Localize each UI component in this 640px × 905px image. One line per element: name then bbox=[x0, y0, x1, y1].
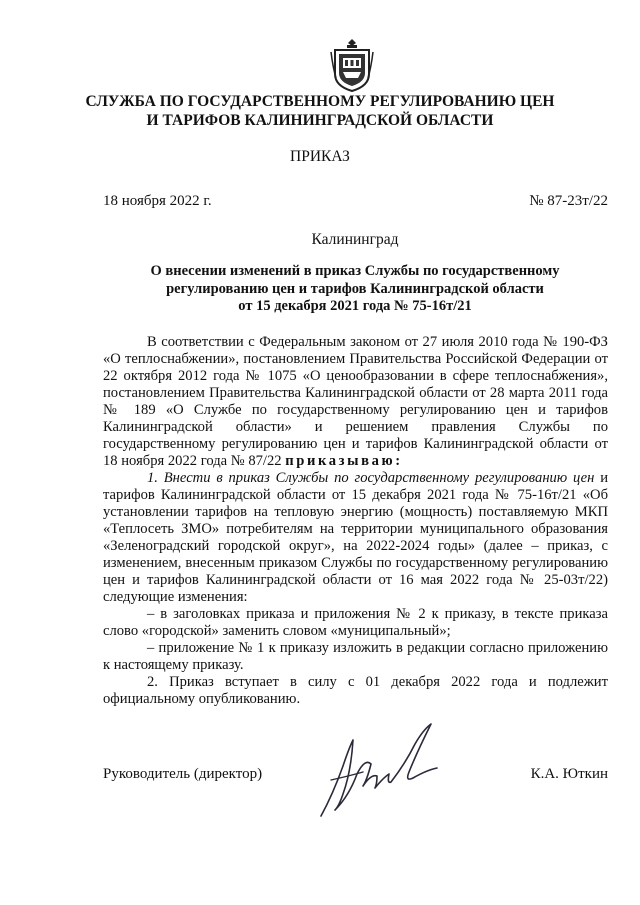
org-name-line1: СЛУЖБА ПО ГОСУДАРСТВЕННОМУ РЕГУЛИРОВАНИЮ ЦЕН bbox=[85, 93, 555, 110]
city: Калининград bbox=[311, 231, 399, 248]
org-name-line2: И ТАРИФОВ КАЛИНИНГРАДСКОЙ ОБЛАСТИ bbox=[146, 112, 494, 129]
sub-item-2: – приложение № 1 к приказу изложить в редакции согласно приложению к настоящему приказу. bbox=[103, 640, 608, 673]
signer-name: К.А. Юткин bbox=[530, 766, 608, 782]
signer-position: Руководитель (директор) bbox=[103, 766, 263, 782]
item1-italic: 1. Внести в приказ Службы по государственному регулированию цен bbox=[147, 470, 595, 486]
preamble-paragraph bbox=[103, 334, 608, 470]
sub-item-1: – в заголовках приказа и приложения № 2 к приказу, в тексте приказа слово «городской» заменить словом «муниципальный»; bbox=[103, 606, 608, 639]
handwritten-signature-icon bbox=[305, 722, 445, 822]
document-body bbox=[103, 334, 608, 708]
item1-paragraph bbox=[103, 470, 608, 606]
title-line1: О внесении изменений в приказ Службы по государственному bbox=[150, 263, 560, 279]
title-line2: регулированию цен и тарифов Калининградской области bbox=[166, 280, 544, 297]
title-line3: от 15 декабря 2021 года № 75-16т/21 bbox=[238, 298, 472, 314]
preamble-text: В соответствии с Федеральным законом от 27 июля 2010 года № 190-ФЗ «О теплоснабжении», постановлением Правительства Российской Федерации от 22 октября 2012 года № 1075 «О ценообразовании в сфере теплоснабжения», постановлением Правительства Калининградской области от 28 марта 2011 года № 189 «О Службе по государственному регулированию цен и тарифов Калининградской области» и решением правления Службы по государственному регулированию цен и тарифов Калининградской области от 18 ноября 2022 года № 87/22 bbox=[103, 334, 608, 469]
doc-number: № 87-23т/22 bbox=[529, 193, 608, 209]
decree-word: приказываю: bbox=[285, 453, 403, 469]
coat-of-arms-icon bbox=[330, 38, 374, 92]
item1-text: и тарифов Калининградской области от 15 декабря 2021 года № 75-16т/21 «Об установлении тарифов на тепловую энергию (мощность) поставляемую МКП «Теплосеть ЗМО» потребителям на территории муниципального образования «Зеленоградский городской округ», на 2022-2024 годы» (далее – приказ, с изменением, внесенным приказом Службы по государственному регулированию цен и тарифов Калининградской области от 16 мая 2022 года № 25-03т/22) следующие изменения: bbox=[103, 470, 608, 605]
doc-date: 18 ноября 2022 г. bbox=[103, 193, 212, 209]
item2-paragraph: 2. Приказ вступает в силу с 01 декабря 2022 года и подлежит официальному опубликованию. bbox=[103, 674, 608, 707]
doc-type: ПРИКАЗ bbox=[290, 148, 350, 165]
